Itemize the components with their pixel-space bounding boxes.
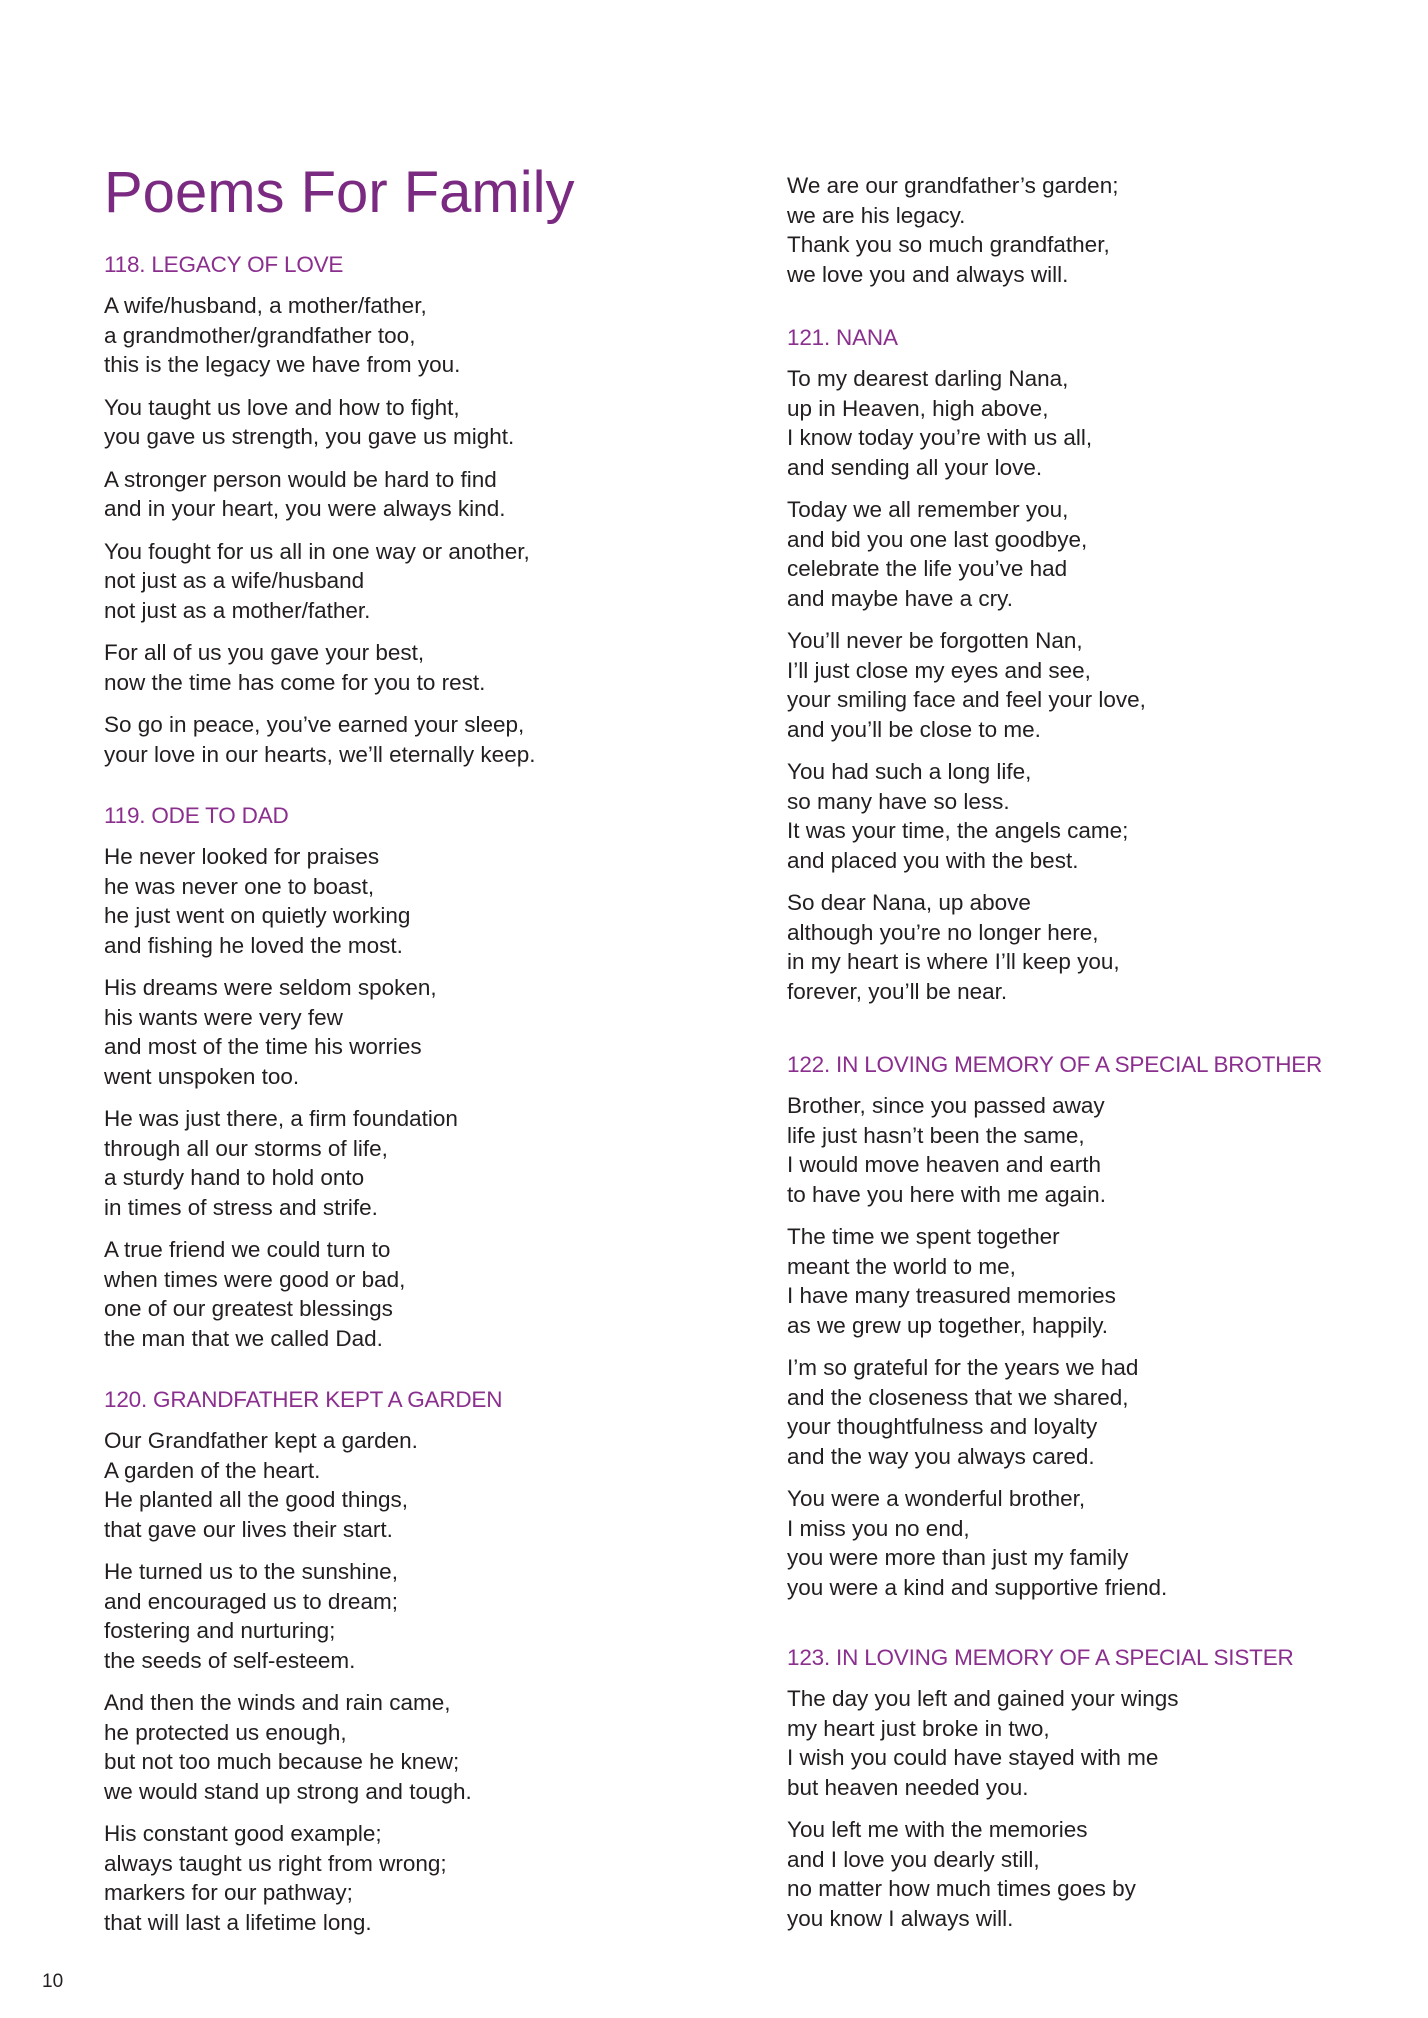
poem-line: up in Heaven, high above, bbox=[787, 395, 1049, 421]
poem-line: you were more than just my family bbox=[787, 1545, 1129, 1570]
stanza bbox=[104, 710, 664, 769]
poem-line: the seeds of self-esteem. bbox=[104, 1647, 356, 1673]
poem-line: as we grew up together, happily. bbox=[787, 1312, 1109, 1338]
poem-line: through all our storms of life, bbox=[104, 1135, 388, 1161]
stanza bbox=[104, 465, 664, 524]
poem-line: fostering and nurturing; bbox=[104, 1618, 336, 1643]
poem-line: meant the world to me, bbox=[787, 1253, 1016, 1279]
stanza bbox=[787, 1684, 1347, 1802]
poem-line: you gave us strength, you gave us might. bbox=[104, 424, 515, 449]
poem-line: His dreams were seldom spoken, bbox=[104, 975, 437, 1000]
stanza bbox=[104, 638, 664, 697]
stanza bbox=[787, 1484, 1347, 1602]
poem-line: I know today you’re with us all, bbox=[787, 425, 1093, 450]
poem-line: I miss you no end, bbox=[787, 1515, 970, 1541]
poem-heading: 120. GRANDFATHER KEPT A GARDEN bbox=[104, 1387, 503, 1412]
poem-line: and fishing he loved the most. bbox=[104, 932, 403, 958]
poem-line: You’ll never be forgotten Nan, bbox=[787, 628, 1083, 653]
poem-line: Today we all remember you, bbox=[787, 497, 1069, 522]
poem-line: You were a wonderful brother, bbox=[787, 1486, 1086, 1511]
stanza bbox=[104, 1688, 664, 1806]
poem-line: I wish you could have stayed with me bbox=[787, 1745, 1159, 1770]
stanza bbox=[104, 842, 664, 960]
stanza bbox=[787, 495, 1347, 613]
poem-121 bbox=[787, 323, 1347, 1019]
stanza bbox=[104, 393, 664, 452]
poem-line: so many have so less. bbox=[787, 788, 1010, 814]
stanza bbox=[787, 1091, 1347, 1209]
stanza bbox=[104, 1104, 664, 1222]
poem-line: So go in peace, you’ve earned your sleep, bbox=[104, 712, 525, 737]
poem-line: but heaven needed you. bbox=[787, 1774, 1029, 1800]
stanza bbox=[787, 888, 1347, 1006]
poem-line: So dear Nana, up above bbox=[787, 890, 1031, 915]
poem-line: and in your heart, you were always kind. bbox=[104, 496, 506, 521]
page-number: 10 bbox=[42, 1971, 64, 1992]
poem-line: no matter how much times goes by bbox=[787, 1876, 1136, 1901]
stanza bbox=[787, 364, 1347, 482]
poem-line: although you’re no longer here, bbox=[787, 919, 1099, 945]
poem-line: he just went on quietly working bbox=[104, 903, 411, 928]
poem-line: I have many treasured memories bbox=[787, 1283, 1116, 1308]
poem-line: but not too much because he knew; bbox=[104, 1749, 460, 1774]
poem-120-continued bbox=[787, 171, 1347, 302]
stanza bbox=[104, 1235, 664, 1353]
poem-line: and sending all your love. bbox=[787, 454, 1043, 480]
poem-line: and encouraged us to dream; bbox=[104, 1588, 398, 1614]
poem-line: and the closeness that we shared, bbox=[787, 1384, 1129, 1410]
poem-heading: 123. IN LOVING MEMORY OF A SPECIAL SISTER bbox=[787, 1645, 1294, 1670]
page-title: Poems For Family bbox=[104, 160, 575, 225]
poem-line: your smiling face and feel your love, bbox=[787, 687, 1146, 712]
poem-line: You left me with the memories bbox=[787, 1817, 1088, 1842]
poem-line: that gave our lives their start. bbox=[104, 1516, 393, 1542]
poem-line: And then the winds and rain came, bbox=[104, 1690, 451, 1715]
poem-118 bbox=[104, 250, 664, 782]
stanza bbox=[104, 1819, 664, 1937]
poem-line: when times were good or bad, bbox=[104, 1266, 406, 1292]
stanza bbox=[104, 291, 664, 380]
stanza bbox=[787, 1815, 1347, 1933]
poem-line: A garden of the heart. bbox=[104, 1457, 321, 1483]
poem-line: He never looked for praises bbox=[104, 844, 380, 869]
poem-line: You taught us love and how to fight, bbox=[104, 394, 460, 420]
poem-122 bbox=[787, 1050, 1347, 1615]
poem-line: and maybe have a cry. bbox=[787, 585, 1013, 611]
stanza bbox=[787, 626, 1347, 744]
poem-line: I’ll just close my eyes and see, bbox=[787, 657, 1091, 683]
poem-line: that will last a lifetime long. bbox=[104, 1909, 372, 1935]
stanza bbox=[104, 973, 664, 1091]
poem-line: markers for our pathway; bbox=[104, 1880, 353, 1905]
poem-line: He was just there, a firm foundation bbox=[104, 1106, 458, 1131]
poem-line: we would stand up strong and tough. bbox=[104, 1778, 472, 1804]
poem-line: one of our greatest blessings bbox=[104, 1296, 393, 1321]
poem-line: and I love you dearly still, bbox=[787, 1846, 1040, 1872]
poem-line: He planted all the good things, bbox=[104, 1487, 408, 1512]
poem-line: and placed you with the best. bbox=[787, 847, 1079, 873]
poem-line: this is the legacy we have from you. bbox=[104, 352, 461, 377]
poem-line: the man that we called Dad. bbox=[104, 1325, 383, 1351]
poem-line: your love in our hearts, we’ll eternally keep. bbox=[104, 741, 536, 767]
poem-line: His constant good example; bbox=[104, 1821, 382, 1846]
poem-line: Thank you so much grandfather, bbox=[787, 232, 1110, 257]
stanza bbox=[104, 1426, 664, 1544]
poem-line: A wife/husband, a mother/father, bbox=[104, 293, 427, 318]
poem-line: and most of the time his worries bbox=[104, 1034, 422, 1059]
poem-line: Our Grandfather kept a garden. bbox=[104, 1428, 418, 1453]
poem-line: we are his legacy. bbox=[787, 202, 966, 228]
poem-line: you were a kind and supportive friend. bbox=[787, 1574, 1168, 1600]
poem-line: You fought for us all in one way or another, bbox=[104, 538, 530, 564]
poem-line: and bid you one last goodbye, bbox=[787, 526, 1088, 552]
poem-heading: 121. NANA bbox=[787, 325, 898, 350]
poem-line: A stronger person would be hard to find bbox=[104, 466, 497, 492]
poem-line: We are our grandfather’s garden; bbox=[787, 173, 1119, 198]
poem-line: always taught us right from wrong; bbox=[104, 1850, 447, 1876]
poem-line: forever, you’ll be near. bbox=[787, 978, 1008, 1004]
poem-line: in times of stress and strife. bbox=[104, 1194, 378, 1220]
poem-line: you know I always will. bbox=[787, 1905, 1014, 1931]
poem-line: To my dearest darling Nana, bbox=[787, 366, 1069, 391]
poem-line: not just as a wife/husband bbox=[104, 568, 365, 593]
poem-123 bbox=[787, 1643, 1347, 1946]
poem-line: For all of us you gave your best, bbox=[104, 640, 425, 665]
poem-line: your thoughtfulness and loyalty bbox=[787, 1414, 1098, 1439]
stanza bbox=[104, 537, 664, 626]
stanza bbox=[787, 757, 1347, 875]
poem-heading: 119. ODE TO DAD bbox=[104, 803, 289, 828]
poem-line: a grandmother/grandfather too, bbox=[104, 322, 416, 348]
poem-line: life just hasn’t been the same, bbox=[787, 1122, 1085, 1148]
poem-line: in my heart is where I’ll keep you, bbox=[787, 949, 1120, 974]
poem-120 bbox=[104, 1385, 664, 1950]
stanza bbox=[787, 1353, 1347, 1471]
poem-line: to have you here with me again. bbox=[787, 1181, 1106, 1207]
stanza bbox=[787, 171, 1347, 289]
poem-119 bbox=[104, 801, 664, 1366]
poem-line: a sturdy hand to hold onto bbox=[104, 1165, 365, 1190]
poem-line: and the way you always cared. bbox=[787, 1443, 1095, 1469]
poem-line: his wants were very few bbox=[104, 1004, 343, 1030]
poem-line: not just as a mother/father. bbox=[104, 597, 371, 623]
poem-line: and you’ll be close to me. bbox=[787, 716, 1041, 742]
poem-line: I would move heaven and earth bbox=[787, 1152, 1101, 1177]
poem-line: The day you left and gained your wings bbox=[787, 1686, 1179, 1711]
poem-heading: 118. LEGACY OF LOVE bbox=[104, 252, 344, 277]
poem-line: my heart just broke in two, bbox=[787, 1715, 1050, 1741]
poem-line: The time we spent together bbox=[787, 1224, 1060, 1249]
poem-heading: 122. IN LOVING MEMORY OF A SPECIAL BROTHER bbox=[787, 1052, 1323, 1077]
poem-line: he was never one to boast, bbox=[104, 873, 375, 899]
poem-line: we love you and always will. bbox=[787, 261, 1069, 287]
poem-line: Brother, since you passed away bbox=[787, 1093, 1105, 1118]
stanza bbox=[787, 1222, 1347, 1340]
poem-line: celebrate the life you’ve had bbox=[787, 556, 1068, 581]
poem-line: A true friend we could turn to bbox=[104, 1237, 391, 1262]
poem-line: It was your time, the angels came; bbox=[787, 818, 1129, 843]
poem-line: I’m so grateful for the years we had bbox=[787, 1355, 1139, 1380]
poem-line: went unspoken too. bbox=[104, 1063, 300, 1089]
poem-line: now the time has come for you to rest. bbox=[104, 669, 486, 695]
poem-line: He turned us to the sunshine, bbox=[104, 1559, 398, 1584]
poem-line: You had such a long life, bbox=[787, 759, 1032, 784]
stanza bbox=[104, 1557, 664, 1675]
poem-line: he protected us enough, bbox=[104, 1719, 347, 1745]
